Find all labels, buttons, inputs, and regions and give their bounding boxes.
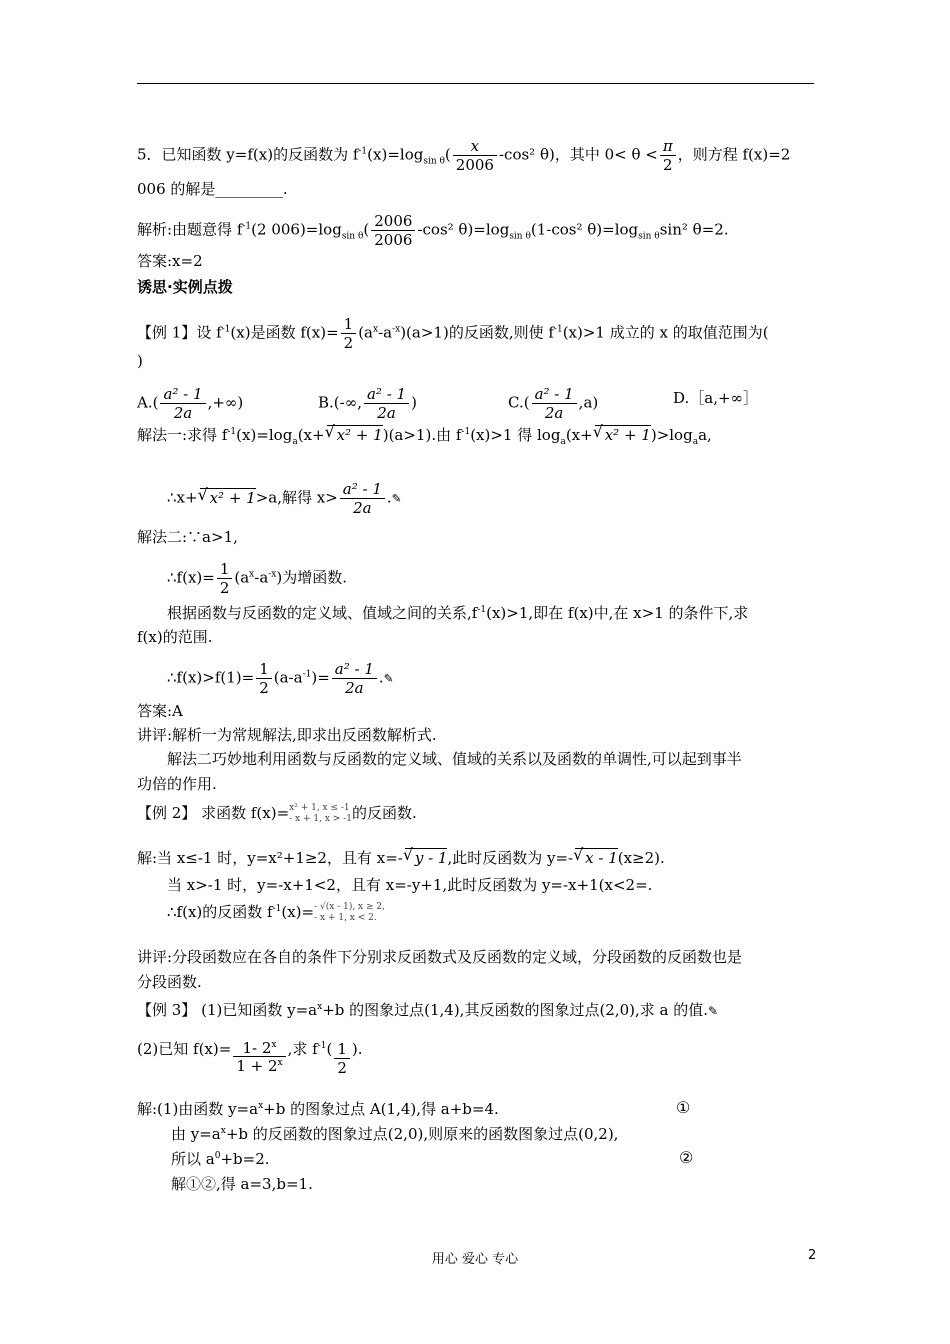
ex1-question: 【例 1】设 $f^{-1}(x)$是函数 f(x)= $\frac{1}{2}$ $(a^x-a^{-x})(a>1)$的反函数,则使 $f^{-1}(x)>1$ 成立的 x 的取值范围为( bbox=[137, 315, 769, 352]
scribble-mark-icon: ✎ bbox=[391, 491, 402, 506]
fraction: $\frac{2006}{2006}$ bbox=[371, 212, 415, 249]
ex1-comment1: 讲评:解析一为常规解法,即求出反函数解析式. bbox=[137, 726, 437, 744]
q5-solution: 解析:由题意得 $f^{-1}(2$ $006)=\log_{sin \theta}$( $\frac{2006}{2006}$ -cos² $\theta)=\log_{sin \theta}(1$-cos² $\theta)=\log_{sin \theta}\sin^2$ θ=2. bbox=[137, 212, 729, 249]
q5-line1: 5．已知函数 y=f(x)的反函数为 $f^{-1}(x)=\log_{sin \theta}$( $\frac{x}{2006}$ -cos² θ)，其中 0< θ < $\frac{\pi}{2}$ ，则方程 f(x)=2 bbox=[137, 137, 791, 174]
ex1-answer: 答案:A bbox=[137, 702, 183, 720]
piecewise-inverse: - √(x - 1), x ≥ 2, - x + 1, x < 2. bbox=[314, 902, 385, 923]
page-number: 2 bbox=[808, 1248, 817, 1263]
scribble-mark-icon: ✎ bbox=[708, 1004, 719, 1018]
header-rule bbox=[137, 83, 814, 84]
ex1-method1-line2: ∴x+√ x² + 1>a,解得 x> $\frac{\text{a² - 1}}{2a}$ .✎ bbox=[167, 480, 402, 517]
ex3-sol3: 所以 $a^0+b=2$. bbox=[171, 1150, 270, 1168]
scribble-mark-icon: ✎ bbox=[383, 671, 394, 686]
ex1-method2-line3: 根据函数与反函数的定义域、值域之间的关系$,f^{-1}(x)>1$,即在 f(x)中,在 x>1 的条件下,求 bbox=[167, 604, 749, 622]
ex1-method2-line4: f(x)的范围. bbox=[137, 628, 213, 646]
piecewise-cases: x² + 1, x ≤ -1 - x + 1, x > -1 bbox=[289, 803, 352, 824]
ex3-part2: (2)已知 f(x)= $\frac{1- 2^x}{1 + 2^x}$ ,求 $f^{-1}$( $\frac{1}{2}$ ). bbox=[137, 1039, 363, 1077]
ex1-comment2: 解法二巧妙地利用函数与反函数的定义域、值域的关系以及函数的单调性,可以起到事半 bbox=[167, 750, 742, 768]
ex1-comment3: 功倍的作用. bbox=[137, 775, 217, 793]
page-footer: 用心 爱心 专心 bbox=[431, 1252, 519, 1267]
fraction: $\frac{x}{2006}$ bbox=[453, 137, 497, 174]
ex3-sol2: 由 $y=a^x+b$ 的反函数的图象过点(2,0),则原来的函数图象过点(0,2), bbox=[171, 1125, 619, 1143]
ex2-question: 【例 2】 求函数 f(x)= x² + 1, x ≤ -1 - x + 1, x > -1 的反函数. bbox=[137, 803, 417, 824]
option-d: D.［a,+∞］ bbox=[673, 389, 759, 407]
ex1-method2-line5: ∴f(x)>f(1)= $\frac{1}{2}$ $(a-a^{-1})=$ $\frac{\text{a² - 1}}{2a}$ .✎ bbox=[167, 660, 394, 697]
option-a: A.( $\frac{\text{a² - 1}}{2a}$ ,+∞) bbox=[137, 385, 244, 422]
q5-line2: 006 的解是_________. bbox=[137, 180, 288, 198]
ex2-sol1: 解:当 x≤-1 时，y=x²+1≥2，且有 x=-√ y - 1,此时反函数为 y=-√ x - 1(x≥2). bbox=[137, 848, 665, 867]
ex1-method1-line1: 解法一:求得 $f^{-1}(x)=\log_a(x+√$ x² + 1)(a>1).由 $f^{-1}(x)>1$ 得 $\log_a(x+√$ $x^2 + 1)>\log_aa$, bbox=[137, 425, 712, 444]
ex1-method2-title: 解法二:∵a>1, bbox=[137, 528, 238, 546]
ex3-part1: 【例 3】 (1)已知函数 $y=a^x+b$ 的图象过点(1,4),其反函数的图象过点(2,0),求 a 的值.✎ bbox=[137, 1001, 719, 1019]
circled-1: ① bbox=[676, 1098, 691, 1117]
option-c: C.( $\frac{\text{a² - 1}}{2a}$ ,a) bbox=[508, 385, 599, 422]
q5-answer: 答案:x=2 bbox=[137, 252, 203, 270]
ex2-comment2: 分段函数. bbox=[137, 973, 202, 991]
fraction: $\frac{1}{2}$ bbox=[341, 315, 357, 352]
ex1-question-end: ) bbox=[137, 352, 143, 370]
ex3-sol1: 解:(1)由函数 $y=a^x+b$ 的图象过点 A(1,4),得 a+b=4. bbox=[137, 1100, 499, 1118]
ex2-comment1: 讲评:分段函数应在各自的条件下分别求反函数式及反函数的定义域，分段函数的反函数也是 bbox=[137, 948, 743, 966]
ex2-sol3: ∴f(x)的反函数 $f^{-1}(x)=$ - √(x - 1), x ≥ 2, - x + 1, x < 2. bbox=[167, 902, 385, 923]
ex2-sol2: 当 x>-1 时，y=-x+1<2，且有 x=-y+1,此时反函数为 y=-x+1(x<2=. bbox=[167, 876, 653, 894]
ex3-sol4: 解①②,得 a=3,b=1. bbox=[171, 1175, 313, 1193]
fraction: $\frac{\pi}{2}$ bbox=[660, 137, 676, 174]
option-b: B.(-∞, $\frac{\text{a² - 1}}{2a}$ ) bbox=[318, 385, 417, 422]
circled-2: ② bbox=[679, 1148, 694, 1167]
ex1-method2-line2: ∴f(x)= $\frac{1}{2}$ $(a^x-a^{-x})$为增函数. bbox=[167, 560, 348, 597]
section-title: 诱思·实例点拨 bbox=[137, 278, 233, 296]
